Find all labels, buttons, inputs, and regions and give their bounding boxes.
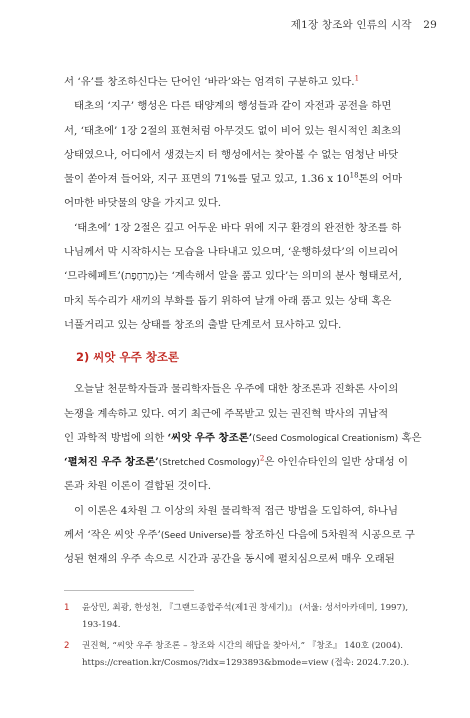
exponent: 18: [349, 171, 359, 180]
text-line: 태초의 ‘지구’ 행성은 다른 태양계의 행성들과 같이 자전과 공전을 하면: [74, 100, 392, 113]
footnote-number: 1: [64, 603, 70, 613]
footnote-url[interactable]: https://creation.kr/Cosmos/?idx=1293893&bmode=view (접속: 2024.7.20.).: [82, 657, 410, 668]
text-span: 인 과학적 방법에 의한: [64, 431, 168, 444]
text-line: 너풀거리고 있는 상태를 창조의 출발 단계로서 묘사하고 있다.: [64, 318, 342, 331]
running-title: 제1장 창조와 인류의 시작: [290, 19, 412, 31]
footnote-1: [64, 600, 436, 633]
text-line: [64, 426, 435, 450]
page-number: 29: [423, 19, 437, 31]
text-line: [64, 70, 435, 94]
text-line: 나님께서 막 시작하시는 모습을 나타내고 있으며, ‘운행하셨다’의 이브리어: [64, 246, 399, 259]
text-line: 논쟁을 계속하고 있다. 여기 최근에 주목받고 있는 권진혁 박사의 귀납적: [64, 407, 389, 420]
text-line: 서, ‘태초에’ 1장 2절의 표현처럼 아무것도 없이 비어 있는 원시적인 최초의: [64, 124, 402, 137]
footnote-number: 2: [64, 641, 70, 652]
section-title: 2) 씨앗 우주 창조론: [76, 350, 180, 365]
footnote-text: 193-194.: [82, 619, 121, 630]
spacer: [64, 337, 435, 345]
text-span: 은 아인슈타인의 일반 상대성 이: [264, 456, 409, 469]
english-term: (Seed Universe): [160, 531, 232, 542]
text-span: 혹은: [398, 431, 422, 444]
term-stretched-cosmology: ‘펼쳐진 우주 창조론’: [64, 456, 159, 469]
footnote-ref-1[interactable]: 1: [354, 74, 360, 83]
text-span: 서 ‘유’를 창조하신다는 단어인 ‘바라’와는 엄격히 구분하고 있다.: [64, 76, 355, 88]
text-span: 께서 ‘작은 씨앗 우주’: [64, 529, 161, 542]
text-span: 물이 쏟아져 들어와, 지구 표면의 71%를 덮고 있고, 1.36 x 10: [64, 173, 350, 186]
footnote-2: [64, 638, 436, 671]
text-line: 론과 차원 이론이 결합된 것이다.: [64, 480, 211, 493]
text-line: ‘므라헤페트’(מְרַחֶפֶת)는 ‘계속해서 알을 품고 있다’는 의미의 분사 형태로서,: [64, 270, 402, 283]
english-term: (Seed Cosmological Creationism): [252, 433, 399, 444]
footnote-divider: [64, 590, 194, 591]
text-line: 상태였으나, 어디에서 생겼는지 터 행성에서는 찾아볼 수 없는 엄청난 바닷: [64, 148, 399, 161]
body-text: [64, 70, 435, 572]
term-seed-cosmological-creationism: ‘씨앗 우주 창조론’: [167, 431, 253, 444]
text-line: [64, 523, 435, 547]
text-line: [64, 167, 435, 191]
text-line: ‘태초에’ 1장 2절은 깊고 어두운 바다 위에 지구 환경의 완전한 창조를 하: [74, 221, 402, 234]
footnotes: [64, 600, 436, 676]
text-line: 오늘날 천문학자들과 물리학자들은 우주에 대한 창조론과 진화론 사이의: [74, 383, 399, 396]
text-line: 성된 현재의 우주 속으로 시간과 공간을 동시에 펼치심으로써 매우 오래된: [64, 553, 395, 566]
footnote-text: 권진혁, “씨앗 우주 창조론 – 창조와 시간의 해답을 찾아서,” 『창조』 140호 (2004).: [82, 641, 404, 652]
running-header: [291, 17, 437, 32]
footnote-ref-2[interactable]: 2: [259, 454, 265, 463]
text-span: 를 창조하신 다음에 5차원적 시공으로 구: [231, 529, 415, 542]
english-term: (Stretched Cosmology): [158, 458, 260, 469]
text-line: 어마한 바닷물의 양을 가지고 있다.: [64, 197, 222, 210]
text-line: 이 이론은 4차원 그 이상의 차원 물리학적 접근 방법을 도입하여, 하나님: [74, 504, 398, 517]
text-span: 톤의 어마: [358, 173, 402, 186]
footnote-text: 윤상민, 최광, 한성천, 『그랜드종합주석(제1권 창세기)』 (서울: 성서아카데미, 1997),: [82, 603, 409, 613]
text-line: 마치 독수리가 새끼의 부화를 돕기 위하여 날개 아래 품고 있는 상태 혹은: [64, 294, 392, 307]
text-line: [64, 450, 435, 474]
spacer: [64, 369, 435, 377]
